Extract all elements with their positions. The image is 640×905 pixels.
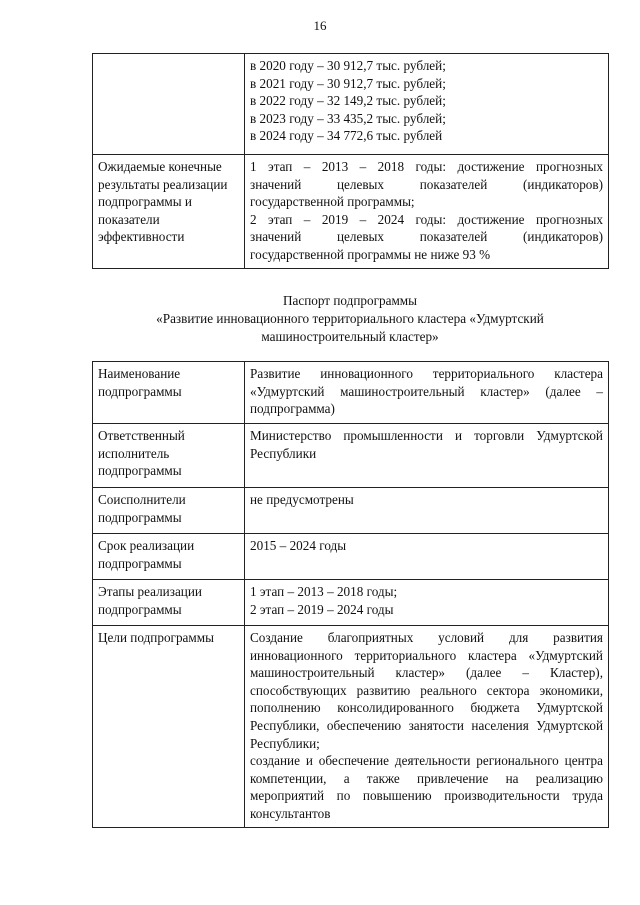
table-cell-empty — [93, 54, 245, 155]
row-label: Цели подпрограммы — [93, 626, 245, 828]
results-line: значений целевых показателей (индикаторов) — [250, 229, 603, 245]
results-line: государственной программы; — [250, 194, 415, 210]
funding-line: в 2021 году – 30 912,7 тыс. рублей; — [250, 75, 446, 91]
table-row — [93, 534, 609, 580]
funding-line: в 2023 году – 33 435,2 тыс. рублей; — [250, 110, 446, 126]
row-value: Развитие инновационного территориального кластера «Удмуртский машиностроительный кластер» (далее – подпрограмма) — [245, 362, 609, 424]
row-value: Министерство промышленности и торговли Удмуртской Республики — [245, 424, 609, 488]
results-line: 1 этап – 2013 – 2018 годы: достижение прогнозных — [250, 159, 603, 174]
table-row — [93, 362, 609, 424]
funding-line: в 2020 году – 30 912,7 тыс. рублей; — [250, 58, 446, 73]
page-number: 16 — [313, 18, 327, 33]
passport-title-line2: «Развитие инновационного территориального кластера «Удмуртский машиностроительный кластер» — [156, 311, 544, 344]
row-label: Этапы реализации подпрограммы — [93, 580, 245, 626]
row-label: Ожидаемые конечные результаты реализации подпрограммы и показатели эффективности — [93, 155, 245, 269]
passport-title — [92, 292, 608, 346]
row-label: Наименование подпрограммы — [93, 362, 245, 424]
table-row — [93, 626, 609, 828]
results-line: 2 этап – 2019 – 2024 годы: достижение прогнозных — [250, 211, 603, 227]
row-value: не предусмотрены — [245, 488, 609, 534]
row-label: Соисполнители подпрограммы — [93, 488, 245, 534]
results-line: значений целевых показателей (индикаторов) — [250, 176, 603, 192]
funding-cell — [245, 54, 609, 155]
table-row — [93, 488, 609, 534]
funding-results-table — [92, 53, 609, 269]
passport-table — [92, 361, 609, 828]
funding-line: в 2022 году – 32 149,2 тыс. рублей; — [250, 93, 446, 109]
table-row — [93, 155, 609, 269]
row-value: 1 этап – 2013 – 2018 годы; 2 этап – 2019 – 2024 годы — [245, 580, 609, 626]
passport-title-line1: Паспорт подпрограммы — [283, 293, 417, 308]
row-value — [245, 155, 609, 269]
table-row — [93, 424, 609, 488]
results-line: государственной программы не ниже 93 % — [250, 246, 491, 262]
row-label: Ответственный исполнитель подпрограммы — [93, 424, 245, 488]
table-row — [93, 580, 609, 626]
row-value: Создание благоприятных условий для развития инновационного территориального кластера «Удмуртский машиностроительный кластер» (далее – Кластер), способствующих развитию реального сектора экономики, пополнению консолидированного бюджета Удмуртской Республики, обеспечению занятости населения Удмуртской Республики; создание и обеспечение деятельности регионального центра компетенции, а также привлечение на реализацию мероприятий по повышению производительности труда консультантов — [245, 626, 609, 828]
table-row — [93, 54, 609, 155]
row-value: 2015 – 2024 годы — [245, 534, 609, 580]
row-label: Срок реализации подпрограммы — [93, 534, 245, 580]
funding-line: в 2024 году – 34 772,6 тыс. рублей — [250, 128, 443, 144]
